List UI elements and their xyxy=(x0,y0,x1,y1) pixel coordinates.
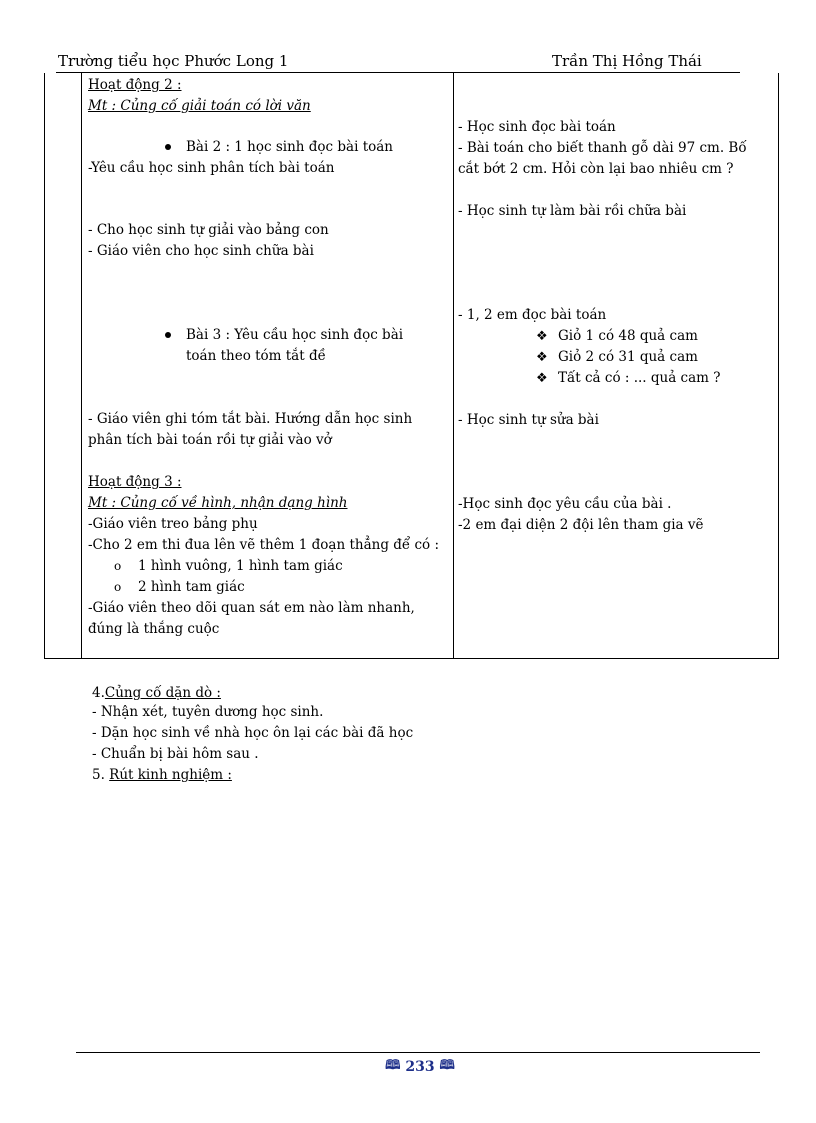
activity-3-goal: Mt : Củng cố về hình, nhận dạng hình xyxy=(88,495,348,511)
diamond-bullet-icon: ❖ xyxy=(536,350,548,365)
exercise-3-line-2: toán theo tóm tắt đề xyxy=(186,348,326,364)
self-solve-instruction: - Cho học sinh tự giải vào bảng con xyxy=(88,222,329,238)
page-number: 233 xyxy=(405,1059,435,1075)
basket-2: Giỏ 2 có 31 quả cam xyxy=(558,349,698,365)
book-icon: 🕮 xyxy=(385,1058,401,1073)
diamond-bullet-icon: ❖ xyxy=(536,371,548,386)
problem-line-1: - Bài toán cho biết thanh gỗ dài 97 cm. Bố xyxy=(458,140,747,156)
header-rule xyxy=(56,72,740,73)
exercise-2: Bài 2 : 1 học sinh đọc bài toán xyxy=(186,139,393,155)
summary-line-1: - Giáo viên ghi tóm tắt bài. Hướng dẫn học sinh xyxy=(88,411,413,427)
experience-heading xyxy=(92,765,232,786)
experience-number: 5. xyxy=(92,767,110,783)
exercise-3-line-1: Bài 3 : Yêu cầu học sinh đọc bài xyxy=(186,327,404,343)
total-question: Tất cả có : ... quả cam ? xyxy=(558,370,721,386)
closing-heading-text: Củng cố dặn dò : xyxy=(104,685,221,701)
problem-line-2: cắt bớt 2 cm. Hỏi còn lại bao nhiêu cm ? xyxy=(458,161,734,177)
student-read-requirement: -Học sinh đọc yêu cầu của bài . xyxy=(458,496,672,512)
diamond-bullet-icon: ❖ xyxy=(536,329,548,344)
closing-heading xyxy=(92,683,221,704)
teacher-name: Trần Thị Hồng Thái xyxy=(552,52,702,70)
option-1: 1 hình vuông, 1 hình tam giác xyxy=(138,558,343,574)
activity-2-title: Hoạt động 2 : xyxy=(88,77,182,93)
experience-text: Rút kinh nghiệm : xyxy=(109,767,232,783)
teacher-fix-instruction: - Giáo viên cho học sinh chữa bài xyxy=(88,243,314,259)
bullet-icon xyxy=(165,332,171,338)
footer-rule xyxy=(76,1052,760,1053)
closing-item-3: - Chuẩn bị bài hôm sau . xyxy=(92,746,259,762)
summary-line-2: phân tích bài toán rồi tự giải vào vở xyxy=(88,432,332,448)
board-instruction: -Giáo viên treo bảng phụ xyxy=(88,516,258,532)
activity-2-goal: Mt : Củng cố giải toán có lời văn xyxy=(88,98,311,114)
analyze-instruction: -Yêu cầu học sinh phân tích bài toán xyxy=(88,160,335,176)
student-self-do: - Học sinh tự làm bài rồi chữa bài xyxy=(458,203,687,219)
observe-line-2: đúng là thắng cuộc xyxy=(88,621,220,637)
page-footer xyxy=(380,1056,460,1078)
option-2: 2 hình tam giác xyxy=(138,579,245,595)
closing-item-2: - Dặn học sinh về nhà học ôn lại các bài đã học xyxy=(92,725,414,741)
observe-line-1: -Giáo viên theo dõi quan sát em nào làm nhanh, xyxy=(88,600,415,616)
basket-1: Giỏ 1 có 48 quả cam xyxy=(558,328,698,344)
student-read: - Học sinh đọc bài toán xyxy=(458,119,616,135)
student-read-problem: - 1, 2 em đọc bài toán xyxy=(458,307,607,323)
team-representatives: -2 em đại diện 2 đội lên tham gia vẽ xyxy=(458,517,704,533)
circle-bullet-icon: o xyxy=(114,580,122,594)
closing-item-1: - Nhận xét, tuyên dương học sinh. xyxy=(92,704,324,720)
bullet-icon xyxy=(165,144,171,150)
circle-bullet-icon: o xyxy=(114,559,122,573)
school-name: Trường tiểu học Phước Long 1 xyxy=(58,52,289,70)
activity-3-title: Hoạt động 3 : xyxy=(88,474,182,490)
closing-heading-number: 4. xyxy=(92,685,105,701)
contest-instruction: -Cho 2 em thi đua lên vẽ thêm 1 đoạn thẳng để có : xyxy=(88,537,440,553)
book-icon: 🕮 xyxy=(439,1058,455,1073)
student-self-fix: - Học sinh tự sửa bài xyxy=(458,412,599,428)
